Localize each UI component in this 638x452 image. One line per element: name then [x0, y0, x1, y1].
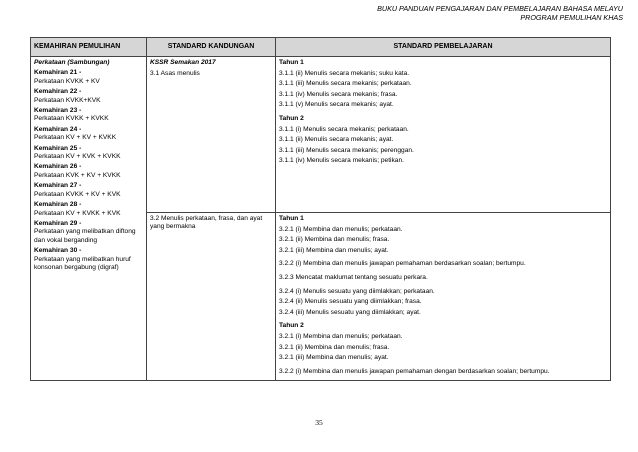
sp-item: 3.2.2 (i) Membina dan menulis jawapan pemahaman berdasarkan soalan; bertumpu.: [279, 260, 526, 268]
sp-item: 3.2.1 (ii) Membina dan menulis; frasa.: [279, 343, 390, 351]
kemahiran-item: Kemahiran 25 - Perkataan KV + KVK + KVKK: [34, 144, 121, 161]
standard-pembelajaran-3-1: [276, 57, 611, 213]
sp-item: 3.2.1 (iii) Membina dan menulis; ayat.: [279, 246, 389, 254]
sp-item: 3.2.1 (i) Membina dan menulis; perkataan.: [279, 332, 403, 340]
document-header: [377, 4, 623, 22]
standard-kandungan-3-2: [147, 213, 276, 381]
sp-item: 3.1.1 (i) Menulis secara mekanis; perkataan.: [279, 125, 409, 133]
page-number: 35: [315, 418, 323, 427]
kemahiran-cell: [31, 57, 147, 381]
kemahiran-item: Kemahiran 21 - Perkataan KVKK + KV: [34, 69, 100, 85]
header-standard-kandungan: STANDARD KANDUNGAN: [147, 38, 276, 57]
sp-item: 3.2.1 (iii) Membina dan menulis; ayat.: [279, 354, 389, 362]
tahun-label: Tahun 1: [279, 59, 304, 66]
sp-item: 3.2.3 Mencatat maklumat tentang sesuatu perkara.: [279, 273, 428, 281]
kemahiran-item: Kemahiran 23 - Perkataan KVKK + KVKK: [34, 107, 109, 123]
sp-item: 3.1.1 (iv) Menulis secara mekanis; frasa.: [279, 90, 398, 98]
tahun-label: Tahun 2: [279, 114, 304, 122]
standard-kandungan-3-1: [147, 57, 276, 213]
sk-3-1-text: 3.1 Asas menulis: [150, 69, 200, 77]
header-line-2: PROGRAM PEMULIHAN KHAS: [520, 13, 623, 22]
kemahiran-item: Kemahiran 28 - Perkataan KV + KVKK + KVK: [34, 201, 121, 217]
table-header-row: [31, 38, 611, 57]
curriculum-table: [30, 37, 611, 381]
sp-item: 3.1.1 (iii) Menulis secara mekanis; perkataan.: [279, 80, 412, 88]
sp-item: 3.1.1 (ii) Menulis secara mekanis; ayat.: [279, 136, 394, 144]
sp-item: 3.2.1 (i) Membina dan menulis; perkataan.: [279, 225, 403, 233]
sp-item: 3.1.1 (iv) Menulis secara mekanis; petikan.: [279, 157, 404, 165]
tahun-label: Tahun 1: [279, 215, 304, 222]
sp-item: 3.1.1 (iii) Menulis secara mekanis; perenggan.: [279, 146, 414, 154]
sp-item: 3.2.4 (i) Menulis sesuatu yang diimlakkan; perkataan.: [279, 287, 435, 295]
sk-3-2-text: 3.2 Menulis perkataan, frasa, dan ayat yang bermakna: [150, 215, 263, 231]
kemahiran-item: Kemahiran 26 - Perkataan KVK + KV + KVKK: [34, 163, 121, 179]
sp-item: 3.2.4 (iii) Menulis sesuatu yang diimlakkan; ayat.: [279, 308, 421, 316]
sp-item: 3.1.1 (ii) Menulis secara mekanis; suku kata.: [279, 69, 410, 77]
standard-pembelajaran-3-2: [276, 213, 611, 381]
sp-item: 3.2.4 (ii) Menulis sesuatu yang diimlakkan; frasa.: [279, 298, 422, 306]
header-line-1: BUKU PANDUAN PENGAJARAN DAN PEMBELAJARAN BAHASA MELAYU: [377, 4, 623, 13]
sp-item: 3.1.1 (v) Menulis secara mekanis; ayat.: [279, 101, 394, 109]
sp-item: 3.2.2 (i) Membina dan menulis jawapan pemahaman dengan berdasarkan soalan; bertumpu.: [279, 367, 550, 375]
kemahiran-item: Kemahiran 27 - Perkataan KVKK + KV + KVK: [34, 182, 121, 198]
table-row: [31, 57, 611, 213]
header-standard-pembelajaran: STANDARD PEMBELAJARAN: [276, 38, 611, 57]
kemahiran-item: Kemahiran 22 - Perkataan KVKK+KVK: [34, 88, 101, 104]
tahun-label: Tahun 2: [279, 322, 304, 330]
kemahiran-item: Kemahiran 30 - Perkataan yang melibatkan huruf konsonan bergabung (digraf): [34, 247, 131, 271]
sp-item: 3.2.1 (ii) Membina dan menulis; frasa.: [279, 236, 390, 244]
header-kemahiran: KEMAHIRAN PEMULIHAN: [31, 38, 147, 57]
col2-title: KSSR Semakan 2017: [150, 59, 216, 66]
kemahiran-item: Kemahiran 24 - Perkataan KV + KV + KVKK: [34, 125, 117, 142]
col1-title: Perkataan (Sambungan): [34, 59, 110, 66]
kemahiran-item: Kemahiran 29 - Perkataan yang melibatkan diftong dan vokal berganding: [34, 219, 136, 244]
